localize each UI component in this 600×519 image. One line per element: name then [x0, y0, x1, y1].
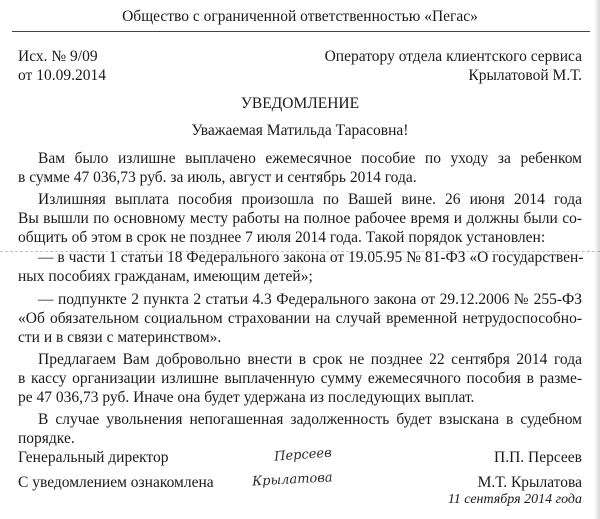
- paragraph-line: в кассу организации излишне выплаченную сумму ежемесячного пособия в разме-: [18, 370, 582, 387]
- paragraph-line: ре 47 036,73 руб. Иначе она будет удержана из последующих выплат.: [18, 389, 475, 406]
- paragraph-line: В случае увольнения непогашенная задолженность будет взыскана в судебном: [38, 411, 582, 428]
- paragraph-line: Излишняя выплата пособия произошла по Вашей вине. 26 июня 2014 года: [38, 191, 582, 208]
- paragraph-line: Вам было излишне выплачено ежемесячное пособие по уходу за ребенком: [38, 150, 582, 167]
- paragraph-line: «Об обязательном социальном страховании на случай временной нетрудоспособно-: [18, 310, 582, 327]
- acknowledgement-date: 11 сентября 2014 года: [447, 492, 582, 507]
- paragraph-line: сти и в связи с материнством».: [18, 329, 222, 346]
- paragraph-line: ных пособиях гражданам, имеющим детей»;: [18, 268, 313, 285]
- outgoing-number: Исх. № 9/09: [18, 48, 98, 65]
- paragraph-line: общить об этом в срок не позднее 7 июля 2014 года. Такой порядок установлен:: [18, 229, 546, 246]
- employee-name: М.Т. Крылатова: [477, 474, 582, 491]
- svg-text:Персеев: Персеев: [273, 445, 333, 465]
- page-edge-shadow: [594, 0, 600, 519]
- employee-signature: [250, 463, 350, 491]
- paragraph-line: — подпункте 2 пункта 2 статьи 4.3 Федерального закона от 29.12.2006 № 255-ФЗ: [38, 291, 582, 308]
- paragraph-line: в сумме 47 036,73 руб. за июль, август и сентябрь 2014 года.: [18, 169, 417, 186]
- organization-name: Общество с ограниченной ответственностью «Пегас»: [122, 8, 478, 25]
- addressee-position: Оператору отдела клиентского сервиса: [324, 48, 582, 65]
- paragraph-line: — в части 1 статьи 18 Федерального закона от 19.05.95 № 81-ФЗ «О государствен-: [38, 249, 584, 266]
- svg-text:Крылатова: Крылатова: [251, 470, 333, 490]
- paragraph-line: Вы вышли по основному месту работы на полное рабочее время и должны были со-: [18, 210, 582, 227]
- outgoing-date: от 10.09.2014: [18, 67, 106, 84]
- document-title: УВЕДОМЛЕНИЕ: [240, 95, 360, 112]
- salutation: Уважаемая Матильда Тарасовна!: [191, 122, 409, 139]
- paragraph-line: порядке.: [18, 430, 75, 447]
- addressee-name: Крылатовой М.Т.: [468, 67, 582, 84]
- director-title: Генеральный директор: [18, 449, 169, 466]
- director-name: П.П. Персеев: [494, 449, 582, 466]
- header-divider: [12, 31, 590, 32]
- paragraph-line: Предлагаем Вам добровольно внести в срок не позднее 22 сентября 2014 года: [38, 351, 582, 368]
- acknowledgement-label: С уведомлением ознакомлена: [18, 474, 214, 491]
